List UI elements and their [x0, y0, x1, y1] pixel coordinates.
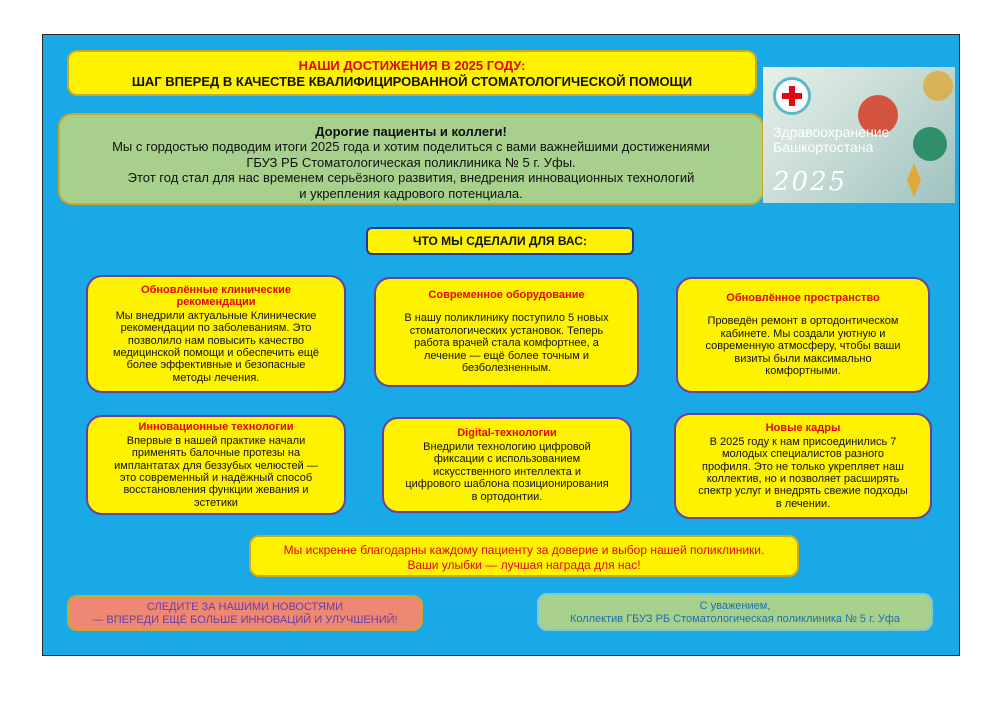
header-line-1: НАШИ ДОСТИЖЕНИЯ В 2025 ГОДУ:: [298, 58, 526, 73]
card-title: Инновационные технологии: [138, 420, 294, 433]
healthcare-badge: [763, 67, 955, 203]
card-title: Новые кадры: [765, 421, 841, 434]
intro-line: Этот год стал для нас временем серьёзного развития, внедрения инновационных технологий: [127, 170, 695, 185]
achievement-card: [676, 277, 930, 393]
card-text: В нашу поликлинику поступило 5 новых стоматологических установок. Теперь работа врачей стала комфортнее, а лечение — ещё более точным и безболезненным.: [404, 312, 609, 375]
follow-news-panel: [67, 595, 423, 631]
card-title: Digital-технологии: [457, 426, 557, 439]
intro-panel: [58, 113, 764, 205]
intro-line: и укрепления кадрового потенциала.: [299, 185, 523, 201]
follow-line-2: — ВПЕРЕДИ ЕЩЁ БОЛЬШЕ ИННОВАЦИЙ И УЛУЧШЕНИЙ!: [92, 614, 398, 626]
achievement-card: [674, 413, 932, 519]
card-text: В 2025 году к нам присоединились 7 молодых специалистов разного профиля. Это не только укрепляет наш коллектив, но и позволяет расширять спектр услуг и внедрять свежие подходы в лечении.: [698, 435, 908, 510]
card-text: Проведён ремонт в ортодонтическом кабинете. Мы создали уютную и современную атмосферу, чтобы ваши визиты были максимально комфортными.: [705, 315, 901, 378]
card-title: Современное оборудование: [428, 289, 585, 302]
header-banner: [67, 50, 757, 96]
signature-panel: [537, 593, 933, 631]
intro-line: Мы с гордостью подводим итоги 2025 года и хотим поделиться с вами важнейшими достижениями: [112, 139, 710, 154]
achievement-card: [374, 277, 639, 387]
ornament-icon: [913, 127, 947, 161]
achievement-card: [382, 417, 632, 513]
card-text: Внедрили технологию цифровой фиксации с использованием искусственного интеллекта и цифрового шаблона позиционирования в ортодонтии.: [405, 440, 609, 503]
card-title: Обновлённые клинические рекомендации: [141, 283, 291, 308]
card-text: Впервые в нашей практике начали применять балочные протезы на имплантатах для беззубых челюстей — это современный и надёжный способ восстановления функции жевания и эстетики: [114, 434, 318, 509]
ornament-icon: [923, 71, 953, 101]
badge-line-2: Башкортостана: [773, 139, 874, 155]
header-line-2: ШАГ ВПЕРЕД В КАЧЕСТВЕ КВАЛИФИЦИРОВАННОЙ СТОМАТОЛОГИЧЕСКОЙ ПОМОЩИ: [131, 74, 693, 89]
medical-cross-icon: [773, 77, 811, 115]
intro-line: ГБУЗ РБ Стоматологическая поликлиника № 5 г. Уфы.: [246, 154, 576, 170]
follow-line-1: СЛЕДИТЕ ЗА НАШИМИ НОВОСТЯМИ: [146, 601, 344, 613]
badge-line-1: Здравоохранение: [773, 124, 890, 140]
thanks-line-1: Мы искренне благодарны каждому пациенту за доверие и выбор нашей поликлиники.: [283, 543, 765, 557]
thanks-line-2: Ваши улыбки — лучшая награда для нас!: [407, 557, 641, 572]
badge-year: 2025: [773, 167, 848, 197]
section-title: ЧТО МЫ СДЕЛАЛИ ДЛЯ ВАС:: [366, 227, 634, 255]
signature-line-1: С уважением,: [699, 600, 771, 612]
signature-line-2: Коллектив ГБУЗ РБ Стоматологическая поликлиника № 5 г. Уфа: [569, 613, 901, 625]
poster: [42, 34, 960, 656]
ornament-icon: [907, 163, 921, 197]
achievement-card: [86, 415, 346, 515]
card-title: Обновлённое пространство: [726, 292, 880, 305]
card-text: Мы внедрили актуальные Клинические рекомендации по заболеваниям. Это позволило нам повысить качество медицинской помощи и обеспечить ещё более эффективные и безопасные методы лечения.: [112, 309, 320, 384]
achievement-card: [86, 275, 346, 393]
intro-title: Дорогие пациенты и коллеги!: [315, 124, 507, 139]
thanks-banner: [249, 535, 799, 577]
